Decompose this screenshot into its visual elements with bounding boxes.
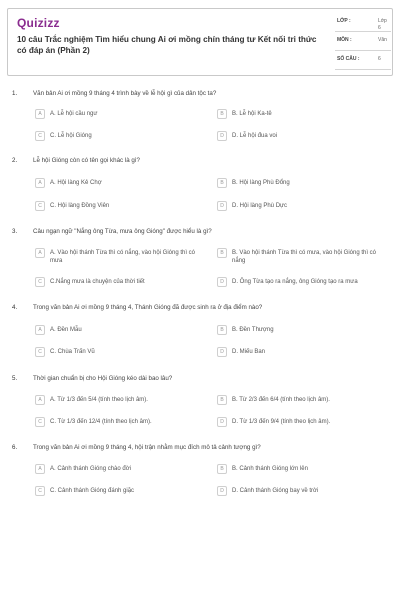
meta-class-value: Lớp 6 xyxy=(378,18,387,31)
option-text: A. Từ 1/3 đến 5/4 (tính theo lịch âm). xyxy=(50,397,148,403)
option-text: A. Đền Mẫu xyxy=(50,327,82,333)
question-number: 4. xyxy=(12,304,18,311)
option-letter-box: C xyxy=(35,131,45,141)
question-text: Câu ngạn ngữ "Nắng ông Từa, mưa ông Gióng" được hiểu là gì? xyxy=(33,228,212,235)
quizizz-logo: Quizizz xyxy=(17,16,60,30)
meta-subject-value: Văn xyxy=(378,37,387,43)
meta-count-value: 6 xyxy=(378,56,381,62)
option-letter-box: B xyxy=(217,248,227,258)
option-letter-box: B xyxy=(217,325,227,335)
option-letter-box: A xyxy=(35,464,45,474)
option-letter-box: C xyxy=(35,201,45,211)
question-number: 1. xyxy=(12,90,18,97)
meta-class-label: LỚP : xyxy=(337,18,351,24)
question-text: Lễ hội Gióng còn có tên gọi khác là gì? xyxy=(33,157,140,164)
option-letter-box: D xyxy=(217,347,227,357)
worksheet-meta xyxy=(335,15,391,72)
option-letter-box: D xyxy=(217,486,227,496)
option-letter-box: B xyxy=(217,109,227,119)
option-text: A. Hội làng Kẻ Chợ xyxy=(50,180,102,186)
option-letter-box: A xyxy=(35,178,45,188)
option-text: A. Vào hội thánh Từa thì có nắng, vào hội Gióng thì có mưa xyxy=(50,250,196,264)
option-text: D. Ông Từa tạo ra nắng, ông Gióng tạo ra mưa xyxy=(232,279,358,285)
option-text: C. Chùa Trấn Vũ xyxy=(50,349,95,355)
option-letter-box: C xyxy=(35,417,45,427)
option-letter-box: A xyxy=(35,325,45,335)
option-letter-box: D xyxy=(217,201,227,211)
option-text: B. Cảnh thánh Gióng lớn lên xyxy=(232,466,308,472)
option-letter-box: C xyxy=(35,347,45,357)
option-letter-box: A xyxy=(35,395,45,405)
option-letter-box: D xyxy=(217,417,227,427)
option-text: C. Từ 1/3 đến 12/4 (tính theo lịch âm). xyxy=(50,419,152,425)
question-number: 3. xyxy=(12,228,18,235)
question-number: 6. xyxy=(12,444,18,451)
option-text: C.Nắng mưa là chuyện của thời tiết xyxy=(50,279,145,285)
option-letter-box: B xyxy=(217,395,227,405)
question-number: 2. xyxy=(12,157,18,164)
option-letter-box: B xyxy=(217,464,227,474)
option-text: B. Từ 2/3 đến 6/4 (tính theo lịch âm). xyxy=(232,397,330,403)
option-text: B. Hội làng Phù Đổng xyxy=(232,180,290,186)
question-text: Trong văn bản Ai ơi mồng 9 tháng 4, Thánh Gióng đã được sinh ra ở địa điểm nào? xyxy=(33,304,263,311)
question-number: 5. xyxy=(12,375,18,382)
worksheet-title: 10 câu Trắc nghiệm Tìm hiểu chung Ai ơi mồng chín tháng tư Kết nối tri thức có đáp án (Phần 2) xyxy=(17,35,317,55)
option-letter-box: C xyxy=(35,486,45,496)
meta-class-row xyxy=(335,15,391,32)
option-text: D. Lễ hội đua voi xyxy=(232,133,278,139)
meta-count-label: SỐ CÂU : xyxy=(337,56,360,62)
question-text: Trong văn bản Ai ơi mồng 9 tháng 4, hội trận nhằm mục đích mô tả cảnh tượng gì? xyxy=(33,444,261,451)
option-text: C. Lễ hội Gióng xyxy=(50,133,92,139)
meta-count-row xyxy=(335,53,391,70)
option-letter-box: A xyxy=(35,248,45,258)
option-letter-box: C xyxy=(35,277,45,287)
meta-subject-label: MÔN : xyxy=(337,37,352,43)
option-text: A. Lễ hội cầu ngư xyxy=(50,111,98,117)
worksheet-header xyxy=(7,8,393,76)
meta-subject-row xyxy=(335,34,391,51)
option-text: D. Từ 1/3 đến 9/4 (tính theo lịch âm). xyxy=(232,419,331,425)
option-letter-box: B xyxy=(217,178,227,188)
option-letter-box: D xyxy=(217,277,227,287)
question-text: Văn bản Ai ơi mồng 9 tháng 4 trình bày về lễ hội gì của dân tộc ta? xyxy=(33,90,217,97)
option-letter-box: D xyxy=(217,131,227,141)
option-text: B. Lễ hội Ka-tê xyxy=(232,111,272,117)
option-text: A. Cảnh thánh Gióng chào đời xyxy=(50,466,131,472)
option-text: D. Miếu Ban xyxy=(232,349,266,355)
option-text: C. Hội làng Đồng Viên xyxy=(50,203,110,209)
question-text: Thời gian chuẩn bị cho Hội Gióng kéo dài bao lâu? xyxy=(33,375,173,382)
option-text: D. Cảnh thánh Gióng bay về trời xyxy=(232,488,319,494)
option-letter-box: A xyxy=(35,109,45,119)
option-text: B. Vào hội thánh Từa thì có mưa, vào hội Gióng thì có nắng xyxy=(232,250,377,264)
option-text: C. Cảnh thánh Gióng đánh giặc xyxy=(50,488,135,494)
option-text: D. Hội làng Phù Dực xyxy=(232,203,288,209)
option-text: B. Đền Thượng xyxy=(232,327,274,333)
